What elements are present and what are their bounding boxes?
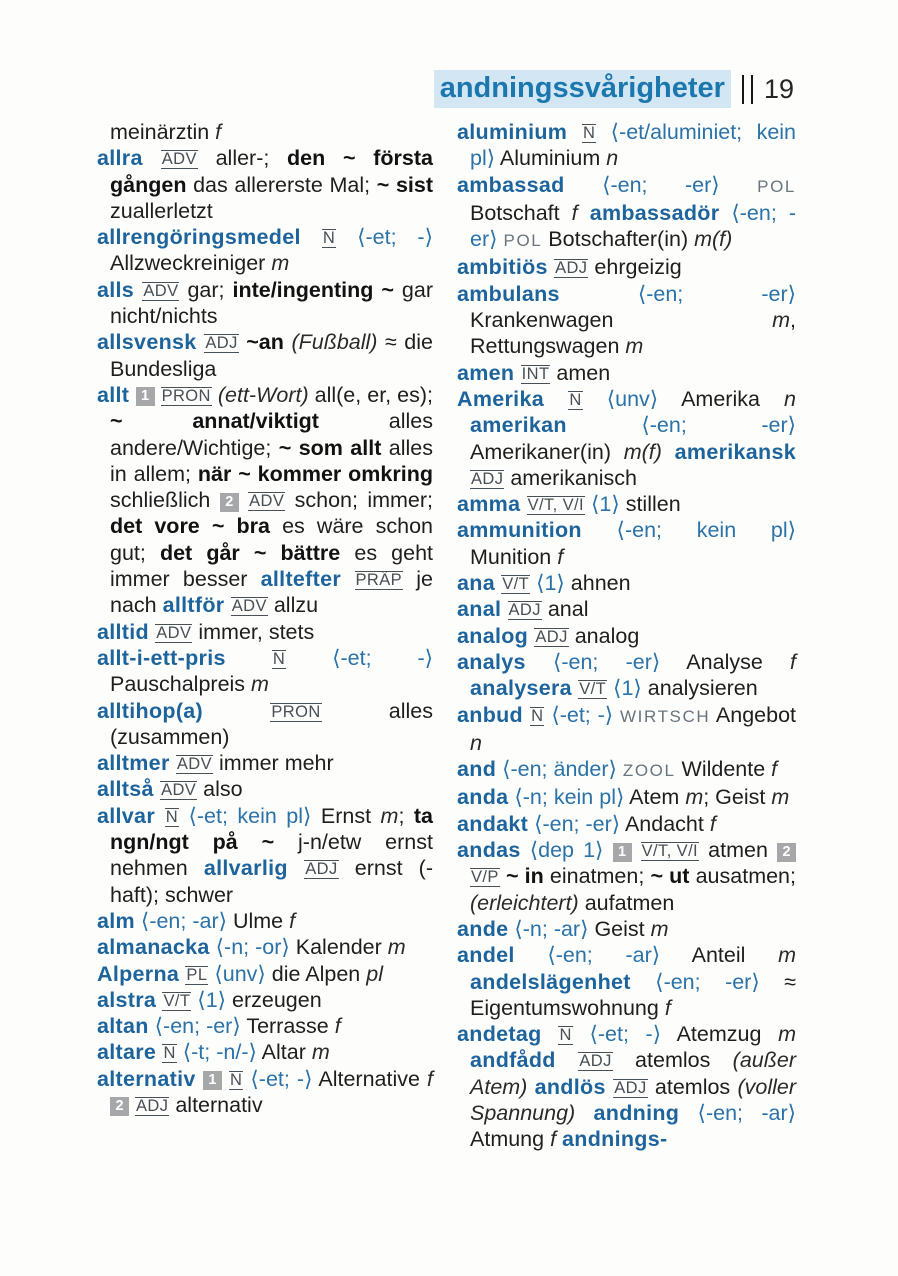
- page-number: 19: [763, 73, 794, 104]
- dictionary-entry: [97, 382, 433, 619]
- translation-text: amen: [550, 360, 611, 385]
- translation-text: die Alpen: [265, 961, 367, 986]
- inflection-info: ⟨-en; -er⟩: [630, 969, 760, 994]
- gender-or-note: m(f): [623, 439, 662, 464]
- translation-text: [239, 488, 248, 512]
- headword: alltefter: [260, 567, 355, 592]
- headword: allvar: [97, 803, 165, 828]
- dictionary-entry: [457, 360, 796, 386]
- translation-text: Geist: [588, 916, 651, 941]
- translation-text: Aluminium: [495, 146, 607, 171]
- translation-text: also: [197, 777, 243, 802]
- inflection-info: ⟨-n; -ar⟩: [508, 916, 589, 941]
- headword: altan: [97, 1014, 149, 1039]
- headword: alltför: [162, 593, 231, 618]
- headword: Alperna: [97, 961, 186, 986]
- translation-text: Kalender: [289, 935, 388, 960]
- gender-or-note: m: [380, 803, 399, 828]
- headword: alternativ: [97, 1066, 203, 1091]
- headword: anbud: [457, 702, 531, 727]
- headword: andel: [457, 943, 515, 968]
- gender-or-note: m: [778, 1022, 796, 1047]
- word-class-label: N: [531, 706, 544, 725]
- example-phrase: det går ~ bättre: [159, 540, 341, 565]
- word-class-label: N: [272, 649, 286, 668]
- dictionary-entry: [97, 645, 433, 698]
- headword: ana: [457, 571, 502, 596]
- translation-text: ernst (-haft); schwer: [110, 856, 433, 907]
- translation-text: Anteil: [660, 943, 779, 968]
- translation-text: meinärztin: [110, 120, 216, 144]
- headword: alm: [97, 908, 135, 933]
- dictionary-entry: [97, 987, 433, 1013]
- dictionary-entry: [457, 649, 796, 702]
- subject-field-label: ZOOL: [622, 761, 676, 781]
- dictionary-entry: [97, 934, 433, 960]
- headword: allt: [97, 382, 136, 407]
- gender-or-note: m: [271, 251, 290, 276]
- gender-or-note: f: [550, 1127, 557, 1152]
- dictionary-entry: [97, 750, 433, 776]
- gender-or-note: n: [606, 146, 619, 171]
- example-phrase: den ~ första gången: [110, 146, 433, 197]
- gender-or-note: m: [387, 935, 406, 960]
- sense-number-badge: 1: [203, 1071, 222, 1090]
- word-class-label: ADJ: [579, 1052, 612, 1071]
- translation-text: Andacht: [620, 811, 710, 836]
- word-class-label: PRON: [271, 702, 321, 721]
- word-class-label: ADJ: [614, 1078, 647, 1097]
- word-class-label: V/T: [579, 680, 607, 699]
- translation-text: all(e, er, es);: [308, 382, 433, 407]
- dictionary-entry: [97, 619, 433, 645]
- dictionary-entry: [97, 776, 433, 802]
- entry-continuation: [97, 119, 433, 145]
- translation-text: atemlos: [612, 1048, 733, 1073]
- dictionary-entry: [97, 1039, 433, 1065]
- translation-text: [613, 703, 620, 727]
- translation-text: aufatmen: [578, 890, 675, 915]
- word-class-label: ADJ: [535, 627, 568, 646]
- headword: ambulans: [457, 281, 560, 306]
- word-class-label: PRÄP: [355, 571, 403, 590]
- translation-text: einatmen;: [543, 864, 651, 889]
- dictionary-entry: [97, 277, 433, 330]
- dictionary-entry: [457, 916, 796, 942]
- translation-text: je nach: [110, 567, 433, 618]
- inflection-info: ⟨-en; -ar⟩: [514, 943, 661, 968]
- translation-text: Pauschalpreis: [110, 672, 252, 697]
- inflection-info: ⟨-en; -er⟩: [559, 281, 796, 306]
- translation-text: das allererste Mal;: [186, 172, 377, 197]
- translation-text: Botschaft: [470, 200, 572, 225]
- translation-text: schon; immer;: [285, 488, 434, 513]
- translation-text: anal: [541, 597, 589, 622]
- translation-text: [720, 173, 758, 197]
- dictionary-entry: [97, 145, 433, 224]
- headword: amma: [457, 492, 527, 517]
- left-column: [97, 119, 433, 1153]
- translation-text: alles andere/Wichtige;: [110, 409, 433, 460]
- headword: allrengöringsmedel: [97, 225, 322, 250]
- dictionary-entry: [97, 961, 433, 987]
- gender-or-note: m: [650, 916, 669, 941]
- headword: ande: [457, 916, 509, 941]
- headword: ambassad: [457, 172, 565, 197]
- headword: andas: [457, 838, 521, 863]
- translation-text: Amerika: [658, 386, 785, 411]
- right-column: [457, 119, 796, 1153]
- inflection-info: ⟨-et; -⟩: [286, 645, 433, 670]
- word-class-label: ADV: [156, 623, 192, 642]
- headword: ambassadör: [589, 200, 720, 225]
- dictionary-entry: [457, 702, 796, 757]
- word-class-label: ADV: [249, 492, 285, 511]
- dictionary-entry: [97, 803, 433, 908]
- translation-text: , Rettungswagen: [470, 308, 796, 359]
- inflection-info: ⟨-et/aluminiet; kein pl⟩: [470, 120, 797, 171]
- dictionary-entry: [97, 1013, 433, 1039]
- translation-text: schließlich: [110, 488, 220, 513]
- translation-text: analog: [568, 623, 640, 648]
- headword: amerikansk: [674, 439, 796, 464]
- dictionary-entry: [457, 596, 796, 622]
- translation-text: alternativ: [169, 1092, 263, 1117]
- headword: anal: [457, 597, 508, 622]
- inflection-info: ⟨unv⟩: [208, 961, 266, 986]
- double-bar-divider-icon: [742, 75, 753, 104]
- translation-text: Alternative: [312, 1066, 428, 1091]
- translation-text: ausatmen;: [689, 864, 796, 889]
- inflection-info: ⟨-et; kein pl⟩: [179, 803, 312, 828]
- headword: analys: [457, 649, 526, 674]
- inflection-info: ⟨-en; -er⟩: [148, 1014, 241, 1039]
- translation-text: atemlos: [647, 1074, 738, 1099]
- headword: andakt: [457, 811, 529, 836]
- dictionary-entry: [457, 254, 796, 280]
- gender-or-note: f: [790, 649, 796, 674]
- sense-number-badge: 2: [777, 843, 796, 862]
- inflection-info: ⟨-en; -ar⟩: [134, 908, 227, 933]
- translation-text: es geht immer besser: [110, 540, 434, 592]
- inflection-info: ⟨1⟩: [585, 492, 620, 517]
- word-class-label: N: [163, 1044, 176, 1063]
- headword: andetag: [457, 1022, 559, 1047]
- translation-text: gar;: [179, 277, 233, 302]
- headword: allt-i-ett-pris: [97, 645, 272, 670]
- word-class-label: ADV: [161, 781, 197, 800]
- dictionary-entry: [97, 224, 433, 277]
- word-class-label: N: [582, 124, 596, 142]
- translation-text: [603, 838, 612, 862]
- headword: Amerika: [457, 386, 569, 411]
- headword: allra: [97, 146, 161, 171]
- text-columns: [97, 119, 796, 1153]
- word-class-label: N: [559, 1026, 572, 1045]
- example-phrase: det vore ~ bra: [110, 514, 270, 539]
- headword: aluminium: [457, 120, 582, 144]
- translation-text: Allzweckreiniger: [110, 251, 272, 276]
- translation-text: immer mehr: [213, 751, 334, 776]
- gender-or-note: f: [709, 811, 716, 836]
- word-class-label: ADJ: [508, 601, 541, 620]
- word-class-label: ADJ: [471, 469, 504, 488]
- gender-or-note: pl: [366, 961, 383, 986]
- dictionary-entry: [97, 329, 433, 382]
- word-class-label: ADJ: [305, 860, 338, 879]
- inflection-info: ⟨-en; -er⟩: [528, 811, 621, 836]
- word-class-label: ADV: [143, 281, 179, 300]
- translation-text: es wäre schon gut;: [110, 514, 433, 565]
- gender-or-note: f: [215, 120, 222, 144]
- translation-text: amerikanisch: [504, 465, 638, 490]
- dictionary-entry: [457, 172, 796, 255]
- gender-or-note: f: [334, 1014, 341, 1039]
- gender-or-note: m(f): [694, 227, 733, 252]
- translation-text: ;: [398, 803, 414, 828]
- headword: amerikan: [470, 413, 567, 438]
- subject-field-label: POL: [757, 176, 796, 196]
- gender-or-note: (erleichtert): [470, 890, 579, 915]
- translation-text: [527, 1075, 534, 1099]
- gender-or-note: f: [571, 200, 578, 225]
- word-class-label: V/T, V/I: [641, 842, 699, 861]
- inflection-info: ⟨dep 1⟩: [520, 838, 604, 863]
- word-class-label: N: [165, 807, 179, 826]
- inflection-info: ⟨-et; -⟩: [544, 702, 614, 727]
- gender-or-note: f: [289, 908, 296, 933]
- inflection-info: ⟨-en; kein pl⟩: [581, 518, 796, 543]
- word-class-label: PL: [186, 965, 208, 984]
- word-class-label: ADJ: [135, 1096, 169, 1115]
- translation-text: [578, 201, 590, 225]
- gender-or-note: m: [311, 1040, 330, 1065]
- subject-field-label: POL: [503, 231, 543, 251]
- dictionary-entry: [457, 756, 796, 784]
- translation-text: [662, 440, 675, 464]
- headword: analog: [457, 623, 535, 648]
- word-class-label: V/T: [502, 575, 530, 594]
- gender-or-note: n: [470, 730, 482, 755]
- word-class-label: N: [230, 1070, 243, 1089]
- headword: alltså: [97, 777, 161, 802]
- headword: allvarlig: [203, 856, 305, 881]
- inflection-info: ⟨-n; -or⟩: [209, 935, 290, 960]
- word-class-label: V/T: [163, 991, 191, 1010]
- inflection-info: ⟨-en; -er⟩: [564, 172, 720, 197]
- translation-text: alles (zusammen): [110, 698, 433, 749]
- translation-text: Amerikaner(in): [470, 439, 624, 464]
- translation-text: ahnen: [564, 571, 631, 596]
- dictionary-entry: [457, 837, 796, 916]
- translation-text: Atemzug: [661, 1022, 779, 1047]
- translation-text: Krankenwagen: [470, 308, 773, 333]
- inflection-info: ⟨-et; -⟩: [243, 1066, 313, 1091]
- translation-text: Botschafter(in): [542, 227, 695, 252]
- translation-text: Atem: [624, 785, 686, 810]
- translation-text: Munition: [470, 544, 558, 569]
- inflection-info: ⟨-en; -ar⟩: [679, 1100, 796, 1125]
- translation-text: Altar: [256, 1040, 312, 1065]
- sense-number-badge: 1: [136, 387, 155, 406]
- gender-or-note: m: [771, 785, 790, 810]
- example-phrase: när ~ kommer omkring: [197, 461, 433, 486]
- headword: almanacka: [97, 935, 210, 960]
- dictionary-entry: [457, 570, 796, 596]
- headword: ammunition: [457, 518, 582, 543]
- translation-text: zuallerletzt: [110, 198, 213, 223]
- translation-text: alles in allem;: [110, 435, 433, 486]
- dictionary-entry: [457, 623, 796, 649]
- sense-number-badge: 2: [220, 493, 239, 512]
- translation-text: Ernst: [311, 803, 381, 828]
- inflection-info: ⟨-et; -⟩: [336, 225, 433, 250]
- inflection-info: ⟨-et; -⟩: [572, 1022, 662, 1047]
- dictionary-entry: [457, 491, 796, 517]
- gender-or-note: (außer Atem): [470, 1048, 796, 1099]
- example-phrase: ~ ut: [650, 864, 690, 889]
- dictionary-entry: [97, 908, 433, 934]
- inflection-info: ⟨unv⟩: [582, 386, 659, 411]
- example-phrase: ~ sist: [376, 172, 433, 197]
- translation-text: erzeugen: [226, 987, 322, 1012]
- gender-or-note: m: [625, 334, 644, 359]
- gender-or-note: n: [784, 386, 796, 411]
- gender-or-note: f: [664, 995, 671, 1020]
- gender-or-note: (voller Spannung): [470, 1074, 796, 1125]
- translation-text: allzu: [267, 593, 319, 618]
- headword: allsvensk: [97, 330, 205, 355]
- sense-number-badge: 2: [110, 1097, 129, 1116]
- inflection-info: ⟨-n; kein pl⟩: [508, 785, 625, 810]
- headword: analysera: [470, 676, 579, 701]
- word-class-label: ADV: [231, 597, 267, 616]
- headword: alstra: [97, 987, 163, 1012]
- headword: altare: [97, 1040, 163, 1065]
- dictionary-entry: [457, 942, 796, 1021]
- headword: anda: [457, 785, 509, 810]
- translation-text: Atmung: [470, 1127, 551, 1152]
- headword: andnings-: [562, 1127, 668, 1152]
- headword: and: [457, 757, 497, 782]
- translation-text: Angebot: [710, 702, 797, 727]
- inflection-info: ⟨-en; -er⟩: [525, 649, 661, 674]
- inflection-info: ⟨-en; änder⟩: [496, 757, 617, 782]
- translation-text: [632, 838, 641, 862]
- word-class-label: V/T, V/I: [527, 496, 585, 515]
- headword: amen: [457, 360, 521, 385]
- inflection-info: ⟨1⟩: [607, 676, 642, 701]
- headword: ambitiös: [457, 255, 555, 280]
- gender-or-note: f: [557, 544, 564, 569]
- gender-or-note: (Fußball): [291, 330, 378, 355]
- translation-text: ≈ Eigentumswohnung: [470, 969, 796, 1020]
- example-phrase: ~an: [246, 330, 284, 355]
- translation-text: gar nicht/nichts: [110, 277, 433, 329]
- translation-text: [222, 1067, 229, 1091]
- translation-text: Terrasse: [240, 1014, 335, 1039]
- word-class-label: PRON: [161, 386, 211, 405]
- gender-or-note: m: [772, 308, 791, 333]
- word-class-label: ADJ: [555, 259, 588, 278]
- dictionary-entry: [457, 119, 796, 172]
- example-phrase: ta ngn/ngt på ~: [110, 803, 434, 855]
- word-class-label: ADV: [176, 755, 213, 774]
- headword: alltmer: [97, 751, 176, 776]
- page-header: [434, 70, 794, 108]
- dictionary-entry: [457, 784, 796, 810]
- headword: andning: [593, 1100, 680, 1125]
- translation-text: analysieren: [641, 676, 758, 701]
- translation-text: Ulme: [227, 908, 290, 933]
- translation-text: Wildente: [675, 757, 772, 782]
- headword: andelslägenhet: [470, 969, 631, 994]
- gender-or-note: m: [685, 785, 704, 810]
- gender-or-note: (ett-Wort): [217, 382, 309, 407]
- dictionary-entry: [97, 698, 433, 751]
- translation-text: aller-;: [197, 146, 288, 171]
- translation-text: stillen: [619, 492, 681, 517]
- headword: alls: [97, 277, 143, 302]
- example-phrase: ~ som allt: [278, 435, 382, 460]
- gender-or-note: f: [771, 757, 778, 782]
- translation-text: Analyse: [660, 649, 791, 674]
- sense-number-badge: 1: [613, 843, 632, 862]
- dictionary-entry: [97, 1066, 433, 1119]
- headword: andfådd: [470, 1048, 579, 1073]
- subject-field-label: WIRTSCH: [620, 706, 711, 726]
- inflection-info: ⟨1⟩: [191, 987, 227, 1012]
- headword: alltid: [97, 619, 156, 644]
- word-class-label: N: [569, 390, 582, 409]
- word-class-label: INT: [521, 364, 550, 383]
- inflection-info: ⟨1⟩: [530, 571, 565, 596]
- word-class-label: ADJ: [205, 334, 238, 353]
- example-phrase: inte/ingenting ~: [232, 277, 394, 302]
- translation-text: atmen: [699, 838, 777, 863]
- gender-or-note: f: [427, 1066, 433, 1091]
- dictionary-entry: [457, 281, 796, 360]
- word-class-label: N: [322, 229, 336, 248]
- dictionary-entry: [457, 1021, 796, 1152]
- headword: alltihop(a): [97, 698, 271, 723]
- guide-word: andningssvårigheter: [434, 70, 731, 108]
- example-phrase: ~ annat/viktigt: [110, 409, 319, 434]
- translation-text: j-n/etw ernst nehmen: [110, 830, 433, 881]
- dictionary-entry: [457, 386, 796, 491]
- translation-text: immer, stets: [192, 619, 315, 644]
- translation-text: ; Geist: [703, 785, 772, 810]
- word-class-label: V/P: [471, 868, 499, 887]
- translation-text: [575, 1101, 593, 1125]
- inflection-info: ⟨-en; -er⟩: [470, 200, 797, 252]
- word-class-label: ADV: [161, 150, 197, 169]
- dictionary-entry: [457, 517, 796, 570]
- dictionary-entry: [457, 811, 796, 837]
- gender-or-note: m: [778, 943, 797, 968]
- gender-or-note: m: [251, 672, 269, 697]
- inflection-info: ⟨-t; -n/-⟩: [176, 1040, 257, 1065]
- inflection-info: ⟨-en; -er⟩: [566, 413, 796, 438]
- translation-text: ≈ die Bundesliga: [110, 330, 433, 381]
- headword: andlös: [534, 1074, 614, 1099]
- translation-text: ehrgeizig: [588, 255, 682, 280]
- example-phrase: ~ in: [505, 864, 544, 889]
